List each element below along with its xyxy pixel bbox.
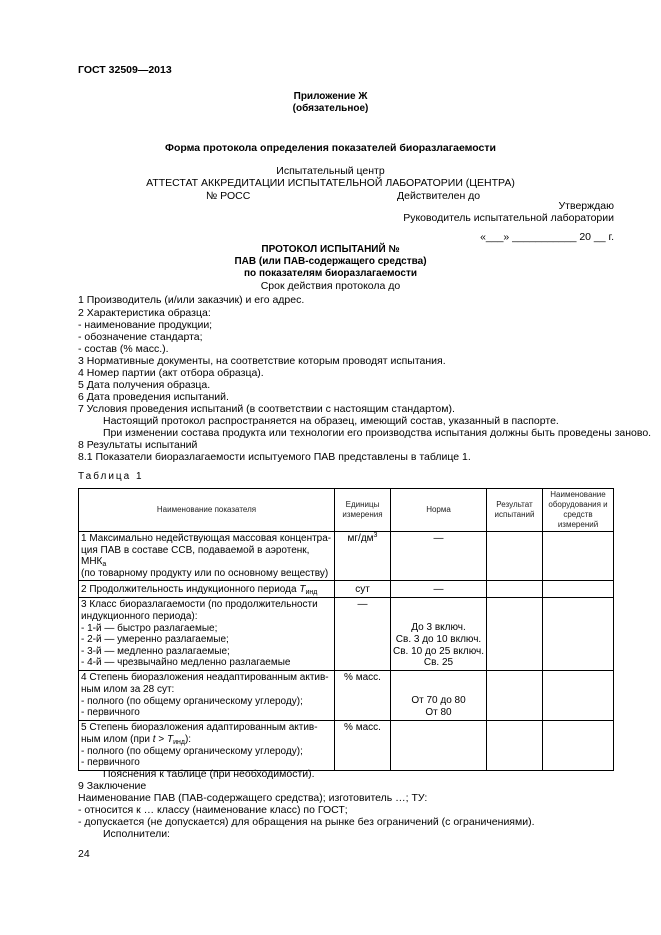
row2-name: 2 Продолжительность индукционного периода $T_{инд}$: [79, 581, 335, 598]
results-line: 8.1 Показатели биоразлагаемости испытуемого ПАВ представлены в таблице 1.: [78, 451, 471, 463]
table-row: [79, 532, 614, 581]
results-heading: 8 Результаты испытаний: [78, 439, 198, 451]
appendix-title: Приложение Ж: [293, 91, 368, 102]
table-row: [79, 721, 614, 771]
note-1: Настоящий протокол распространяется на образец, имеющий состав, указанный в паспорте.: [103, 415, 559, 427]
appendix-note: (обязательное): [292, 103, 369, 114]
item-3: 3 Нормативные документы, на соответствие которым проводят испытания.: [78, 355, 446, 367]
item-6: 6 Дата проведения испытаний.: [78, 391, 229, 403]
item-2-standard: - обозначение стандарта;: [78, 331, 203, 343]
conclusion-line-3: - допускается (не допускается) для обращения на рынке без ограничений (с ограничениями).: [78, 816, 535, 828]
valid-until: Действителен до: [397, 190, 481, 202]
ross-number: № РОСС: [206, 190, 251, 202]
row3-norm: До 3 включ. Св. 3 до 10 включ. Св. 10 до 25 включ. Св. 25: [391, 598, 487, 671]
row2-norm: —: [391, 581, 487, 598]
conclusion-heading: 9 Заключение: [78, 780, 147, 792]
item-5: 5 Дата получения образца.: [78, 379, 211, 391]
results-table: [78, 488, 614, 771]
row5-name: 5 Степень биоразложения адаптированным актив- ным илом (при $t > T_{инд}$): - полного (по общему органическому углероду); - первичного: [79, 721, 335, 771]
approve-word: Утверждаю: [558, 200, 614, 212]
row5-unit: % масс.: [335, 721, 391, 771]
accreditation-title: АТТЕСТАТ АККРЕДИТАЦИИ ИСПЫТАТЕЛЬНОЙ ЛАБОРАТОРИИ (ЦЕНТРА): [146, 177, 515, 189]
standard-number: ГОСТ 32509—2013: [78, 64, 172, 76]
page-number: 24: [78, 848, 90, 860]
item-2-name: - наименование продукции;: [78, 319, 213, 331]
row5-result[interactable]: [487, 721, 543, 771]
table-caption: Таблица 1: [78, 471, 144, 482]
item-2: 2 Характеристика образца:: [78, 307, 211, 319]
row2-result[interactable]: [487, 581, 543, 598]
row4-name: 4 Степень биоразложения неадаптированным актив- ным илом за 28 сут: - полного (по общему органическому углероду); - первичного: [79, 671, 335, 721]
row1-equipment[interactable]: [543, 532, 614, 581]
protocol-validity: Срок действия протокола до: [260, 280, 401, 292]
row2-equipment[interactable]: [543, 581, 614, 598]
test-center: Испытательный центр: [276, 165, 385, 177]
row5-norm: [391, 721, 487, 771]
header-result: Результат испытаний: [487, 489, 543, 532]
approve-date: «___» ___________ 20 __ г.: [480, 231, 614, 243]
table-explanations: Пояснения к таблице (при необходимости).: [103, 768, 315, 780]
protocol-indicators: по показателям биоразлагаемости: [244, 268, 417, 279]
table-row: [79, 671, 614, 721]
row3-unit: —: [335, 598, 391, 671]
item-7: 7 Условия проведения испытаний (в соответствии с настоящим стандартом).: [78, 403, 455, 415]
lab-head: Руководитель испытательной лаборатории: [403, 212, 614, 224]
conclusion-line-2: - относится к … классу (наименование класс) по ГОСТ;: [78, 804, 348, 816]
table-row: [79, 581, 614, 598]
row2-unit: сут: [335, 581, 391, 598]
row3-equipment[interactable]: [543, 598, 614, 671]
row1-norm: —: [391, 532, 487, 581]
conclusion-line-1: Наименование ПАВ (ПАВ-содержащего средства); изготовитель …; ТУ:: [78, 792, 428, 804]
item-4: 4 Номер партии (акт отбора образца).: [78, 367, 264, 379]
header-units: Единицы измерения: [335, 489, 391, 532]
row3-result[interactable]: [487, 598, 543, 671]
header-norm: Норма: [391, 489, 487, 532]
row1-unit: $мг/дм^3$: [335, 532, 391, 581]
row3-name: 3 Класс биоразлагаемости (по продолжительности индукционного периода): - 1-й — быстро разлагаемые; - 2-й — умеренно разлагаемые; - 3-й — медленно разлагаемые; - 4-й — чрезвычайно медленно разлагаемые: [79, 598, 335, 671]
table-row: [79, 598, 614, 671]
row4-result[interactable]: [487, 671, 543, 721]
note-2: При изменении состава продукта или технологии его производства испытания должны быть проведены заново.: [103, 427, 652, 439]
form-title: Форма протокола определения показателей биоразлагаемости: [165, 142, 496, 154]
performers: Исполнители:: [103, 828, 170, 840]
row1-result[interactable]: [487, 532, 543, 581]
header-name: Наименование показателя: [79, 489, 335, 532]
row1-name: 1 Максимально недействующая массовая концентра- ция ПАВ в составе ССВ, подаваемой в аэротенк, $МНК_а$ (по товарному продукту или по основному веществу): [79, 532, 335, 581]
row5-equipment[interactable]: [543, 721, 614, 771]
row4-unit: % масс.: [335, 671, 391, 721]
header-equipment: Наименование оборудования и средств измерений: [543, 489, 614, 532]
item-2-composition: - состав (% масс.).: [78, 343, 169, 355]
row4-equipment[interactable]: [543, 671, 614, 721]
protocol-title: ПРОТОКОЛ ИСПЫТАНИЙ №: [261, 244, 400, 255]
protocol-subject: ПАВ (или ПАВ-содержащего средства): [234, 256, 427, 267]
item-1: 1 Производитель (и/или заказчик) и его адрес.: [78, 294, 305, 306]
row4-norm: От 70 до 80 От 80: [391, 671, 487, 721]
table-header-row: [79, 489, 614, 532]
